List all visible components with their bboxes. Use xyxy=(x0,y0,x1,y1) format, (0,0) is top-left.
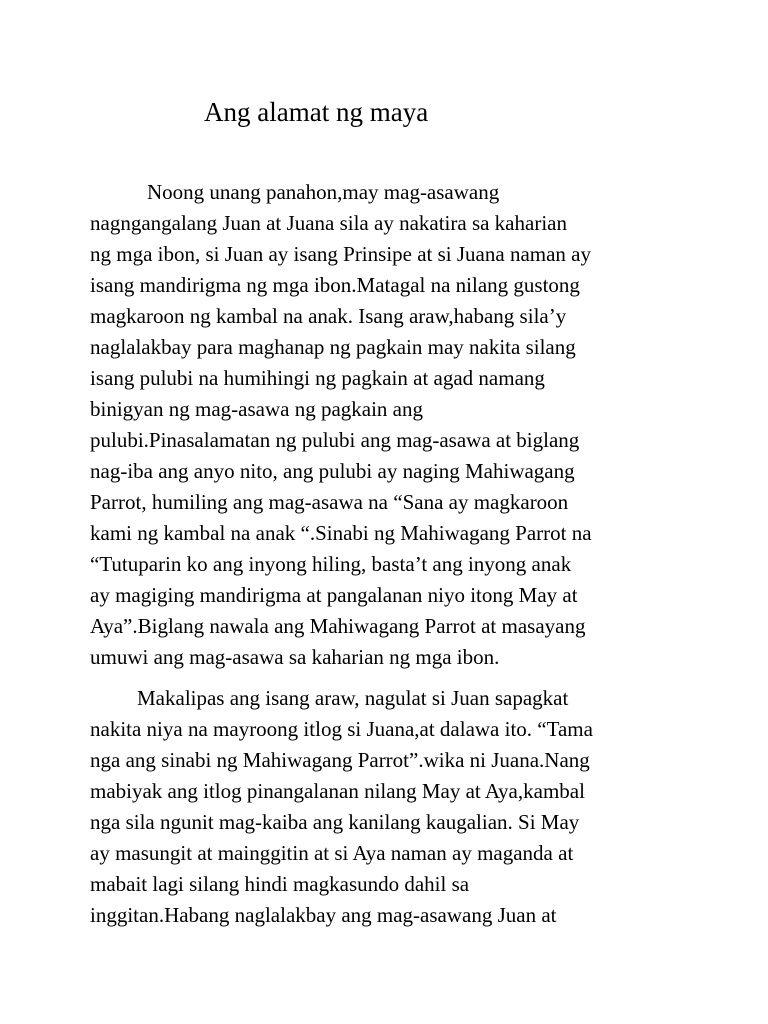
text-line: ng mga ibon, si Juan ay isang Prinsipe at si Juana naman ay xyxy=(90,242,591,266)
text-line: nga sila ngunit mag-kaiba ang kanilang kaugalian. Si May xyxy=(90,810,580,834)
document-title: Ang alamat ng maya xyxy=(204,97,429,127)
text-line: “Tutuparin ko ang inyong hiling, basta’t ang inyong anak xyxy=(90,552,572,576)
text-line: inggitan.Habang naglalakbay ang mag-asawang Juan at xyxy=(90,903,557,927)
text-line: nga ang sinabi ng Mahiwagang Parrot”.wika ni Juana.Nang xyxy=(90,748,590,772)
text-line: isang pulubi na humihingi ng pagkain at agad namang xyxy=(90,366,545,390)
text-line: nakita niya na mayroong itlog si Juana,at dalawa ito. “Tama xyxy=(90,717,593,741)
text-line: ay magiging mandirigma at pangalanan niyo itong May at xyxy=(90,583,578,607)
text-line: mabiyak ang itlog pinangalanan nilang May at Aya,kambal xyxy=(90,779,585,803)
text-line: nag-iba ang anyo nito, ang pulubi ay naging Mahiwagang xyxy=(90,459,575,483)
text-line: binigyan ng mag-asawa ng pagkain ang xyxy=(90,397,423,421)
paragraph-2 xyxy=(90,683,593,931)
text-line: Makalipas ang isang araw, nagulat si Juan sapagkat xyxy=(137,686,569,710)
text-line: umuwi ang mag-asawa sa kaharian ng mga ibon. xyxy=(90,645,500,669)
text-line: nagngangalang Juan at Juana sila ay nakatira sa kaharian xyxy=(90,211,567,235)
text-line: naglalakbay para maghanap ng pagkain may nakita silang xyxy=(90,335,576,359)
text-line: pulubi.Pinasalamatan ng pulubi ang mag-asawa at biglang xyxy=(90,428,580,452)
text-line: magkaroon ng kambal na anak. Isang araw,habang sila’y xyxy=(90,304,567,328)
text-line: kami ng kambal na anak “.Sinabi ng Mahiwagang Parrot na xyxy=(90,521,592,545)
text-line: Aya”.Biglang nawala ang Mahiwagang Parrot at masayang xyxy=(90,614,586,638)
text-line: mabait lagi silang hindi magkasundo dahil sa xyxy=(90,872,470,896)
paragraph-1 xyxy=(90,177,592,673)
text-line: Noong unang panahon,may mag-asawang xyxy=(147,180,500,204)
text-line: Parrot, humiling ang mag-asawa na “Sana ay magkaroon xyxy=(90,490,569,514)
text-line: isang mandirigma ng mga ibon.Matagal na nilang gustong xyxy=(90,273,580,297)
text-line: ay masungit at mainggitin at si Aya naman ay maganda at xyxy=(90,841,574,865)
